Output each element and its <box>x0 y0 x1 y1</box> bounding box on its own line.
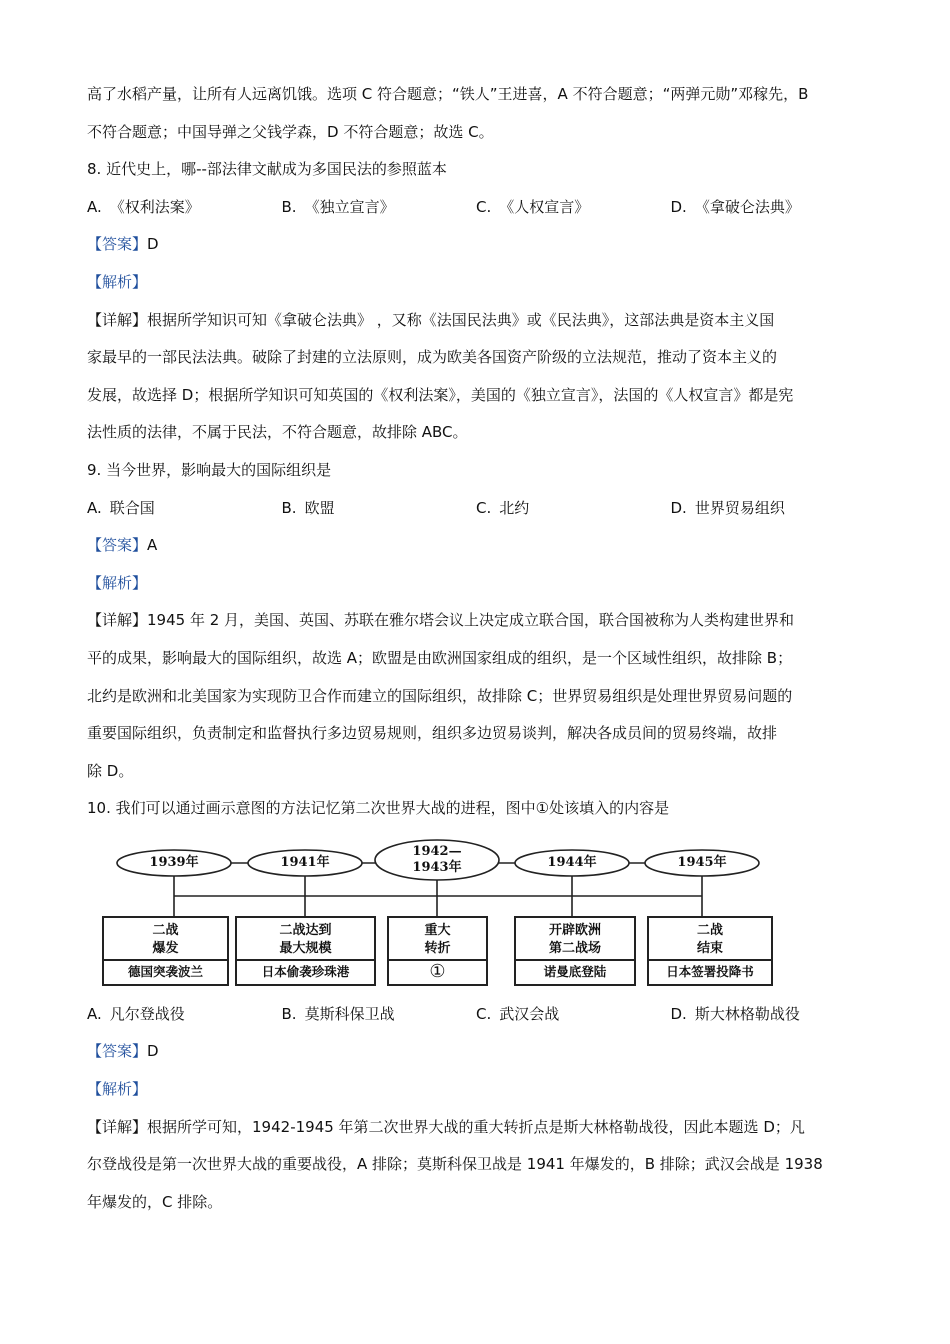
q9-option-b: B. 欧盟 <box>281 498 335 517</box>
q9-detail-4: 重要国际组织，负责制定和监督执行多边贸易规则，组织多边贸易谈判，解决各成员间的贸易终端，故排 <box>87 724 778 743</box>
event-box-ww2-max-scale: 二战达到 最大规模 日本偷袭珍珠港 <box>235 916 376 986</box>
year-label-1945: 1945年 <box>677 854 727 870</box>
q10-stem: 10. 我们可以通过画示意图的方法记忆第二次世界大战的进程，图中①处该填入的内容是 <box>87 799 670 818</box>
q10-detail-2: 尔登战役是第一次世界大战的重要战役，A 排除；莫斯科保卫战是 1941 年爆发的，B 排除；武汉会战是 1938 <box>87 1155 823 1174</box>
q10-detail-3: 年爆发的，C 排除。 <box>87 1192 223 1211</box>
q8-option-c: C. 《人权宣言》 <box>476 197 590 216</box>
ww2-timeline-diagram <box>102 838 782 988</box>
q8-option-a: A. 《权利法案》 <box>87 197 200 216</box>
q9-detail-2: 平的成果，影响最大的国际组织，故选 A；欧盟是由欧洲国家组成的组织，是一个区域性组织，故排除 B； <box>87 648 793 667</box>
q9-detail-3: 北约是欧洲和北美国家为实现防卫合作而建立的国际组织，故排除 C；世界贸易组织是处理世界贸易问题的 <box>87 686 793 705</box>
intro-line-2: 不符合题意；中国导弹之父钱学森，D 不符合题意；故选 C。 <box>87 122 494 141</box>
q9-stem: 9. 当今世界，影响最大的国际组织是 <box>87 460 332 479</box>
q10-analysis-tag: 【解析】 <box>87 1080 148 1099</box>
q10-option-b: B. 莫斯科保卫战 <box>281 1004 395 1023</box>
event-box-ww2-outbreak: 二战 爆发 德国突袭波兰 <box>102 916 229 986</box>
q10-option-d: D. 斯大林格勒战役 <box>670 1004 800 1023</box>
q9-detail-5: 除 D。 <box>87 761 134 780</box>
year-label-1941: 1941年 <box>280 854 330 870</box>
q8-analysis-tag: 【解析】 <box>87 272 148 291</box>
q8-option-d: D. 《拿破仑法典》 <box>670 197 800 216</box>
q9-answer: 【答案】A <box>87 536 158 555</box>
q9-detail-1: 【详解】1945 年 2 月，美国、英国、苏联在雅尔塔会议上决定成立联合国，联合国被称为人类构建世界和 <box>87 611 795 630</box>
intro-line-1: 高了水稻产量，让所有人远离饥饿。选项 C 符合题意；“铁人”王进喜，A 不符合题意；“两弹元勋”邓稼先，B <box>87 85 809 103</box>
q10-option-a: A. 凡尔登战役 <box>87 1004 185 1023</box>
event-box-turning-point: 重大 转折 ① <box>387 916 488 986</box>
q9-option-a: A. 联合国 <box>87 498 155 517</box>
year-label-1942-1943: 1942— 1943年 <box>412 843 462 875</box>
q9-options <box>87 490 865 528</box>
q8-detail-3: 发展，故选择 D；根据所学知识可知英国的《权利法案》，美国的《独立宣言》，法国的《人权宣言》都是宪 <box>87 385 794 404</box>
q8-detail-4: 法性质的法律，不属于民法，不符合题意，故排除 ABC。 <box>87 423 468 442</box>
q10-detail-1: 【详解】根据所学可知，1942-1945 年第二次世界大战的重大转折点是斯大林格勒战役，因此本题选 D；凡 <box>87 1117 805 1136</box>
q8-stem: 8. 近代史上，哪--部法律文献成为多国民法的参照蓝本 <box>87 160 447 179</box>
q9-option-d: D. 世界贸易组织 <box>670 498 785 517</box>
event-box-ww2-end: 二战 结束 日本签署投降书 <box>647 916 773 986</box>
q8-detail-2: 家最早的一部民法法典。破除了封建的立法原则，成为欧美各国资产阶级的立法规范，推动了资本主义的 <box>87 348 778 367</box>
event-box-second-front: 开辟欧洲 第二战场 诺曼底登陆 <box>514 916 636 986</box>
q8-option-b: B. 《独立宣言》 <box>281 197 395 216</box>
q9-analysis-tag: 【解析】 <box>87 573 148 592</box>
q10-answer: 【答案】D <box>87 1042 159 1061</box>
year-label-1944: 1944年 <box>547 854 597 870</box>
q10-option-c: C. 武汉会战 <box>476 1004 560 1023</box>
q8-detail-1: 【详解】根据所学知识可知《拿破仑法典》 ，又称《法国民法典》或《民法典》，这部法典是资本主义国 <box>87 310 775 329</box>
year-label-1939: 1939年 <box>149 854 199 870</box>
q10-options <box>87 996 865 1034</box>
q9-option-c: C. 北约 <box>476 498 530 517</box>
blank-marker-1: ① <box>429 960 446 982</box>
document-page <box>87 76 865 1221</box>
q8-answer: 【答案】D <box>87 235 159 254</box>
q8-options <box>87 189 865 227</box>
